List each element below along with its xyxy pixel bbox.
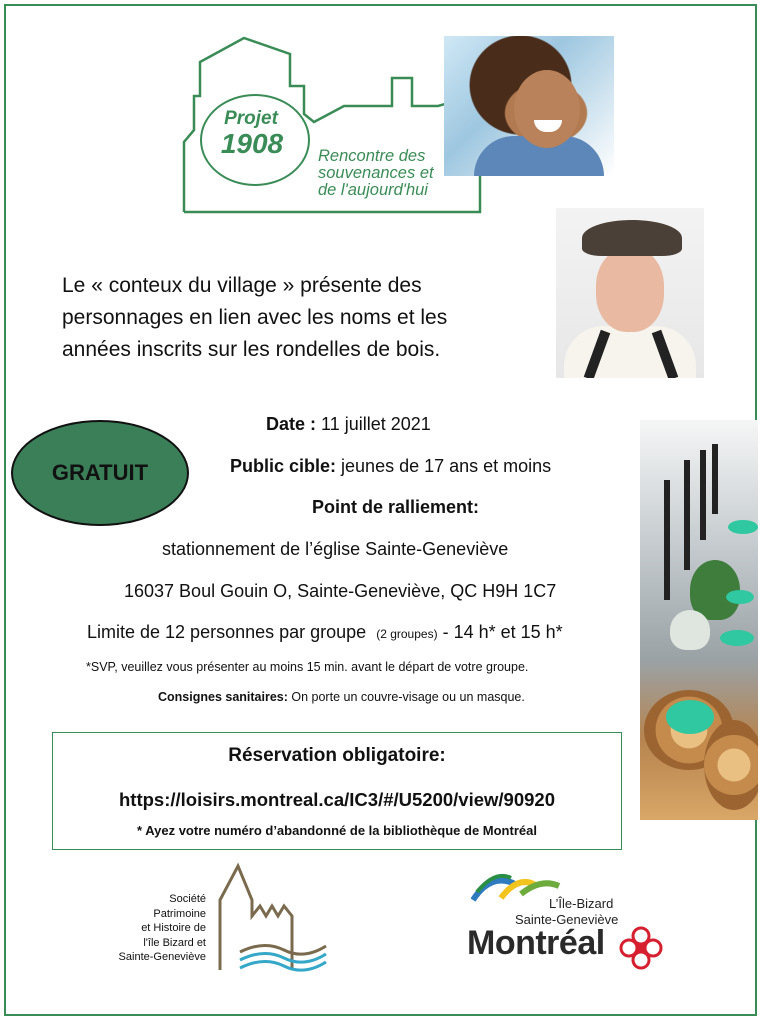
address-line: 16037 Boul Gouin O, Sainte-Geneviève, QC H9H 1C7 [124,581,557,601]
limit-line: Limite de 12 personnes par groupe (2 groupes) - 14 h* et 15 h* [87,622,563,642]
montreal-sub2: Sainte-Geneviève [515,912,619,927]
reservation-link[interactable]: https://loisirs.montreal.ca/IC3/#/U5200/view/90920 [119,789,555,810]
montreal-rosette-icon [619,926,663,970]
wave-swoosh-icon [471,870,561,906]
logo-tagline: Rencontre des souvenances et de l'aujourd'hui [318,147,434,199]
montreal-sub1: L’Île-Bizard [549,896,614,911]
reservation-box [52,732,622,850]
shgb-name: Société Patrimoine et Histoire de l'île Bizard et Sainte-Geneviève [118,893,206,963]
rally-label: Point de ralliement: [312,497,480,517]
sanitary-line: Consignes sanitaires: On porte un couvre-visage ou un masque. [158,690,525,704]
arrival-note: *SVP, veuillez vous présenter au moins 15 min. avant le départ de votre groupe. [86,660,529,674]
reservation-note: * Ayez votre numéro d’abandonné de la bibliothèque de Montréal [137,823,537,838]
logo-projet-text: Projet [224,108,278,129]
installation-photo [640,420,758,820]
girl-photo [444,36,614,176]
public-line: Public cible: jeunes de 17 ans et moins [230,456,552,476]
logo-number: 1908 [220,128,284,159]
reservation-title: Réservation obligatoire: [228,745,446,766]
intro-text: Le « conteux du village » présente des personnages en lien avec les noms et les années inscrits sur les rondelles de bois. [62,274,448,361]
montreal-logo [465,868,675,978]
montreal-wordmark: Montréal [467,924,605,962]
date-line: Date : 11 juillet 2021 [266,414,431,434]
rally-place: stationnement de l’église Sainte-Geneviève [162,539,509,559]
storyteller-photo [556,208,704,378]
gratuit-badge: GRATUIT [11,420,189,526]
castle-outline-icon [214,860,334,980]
